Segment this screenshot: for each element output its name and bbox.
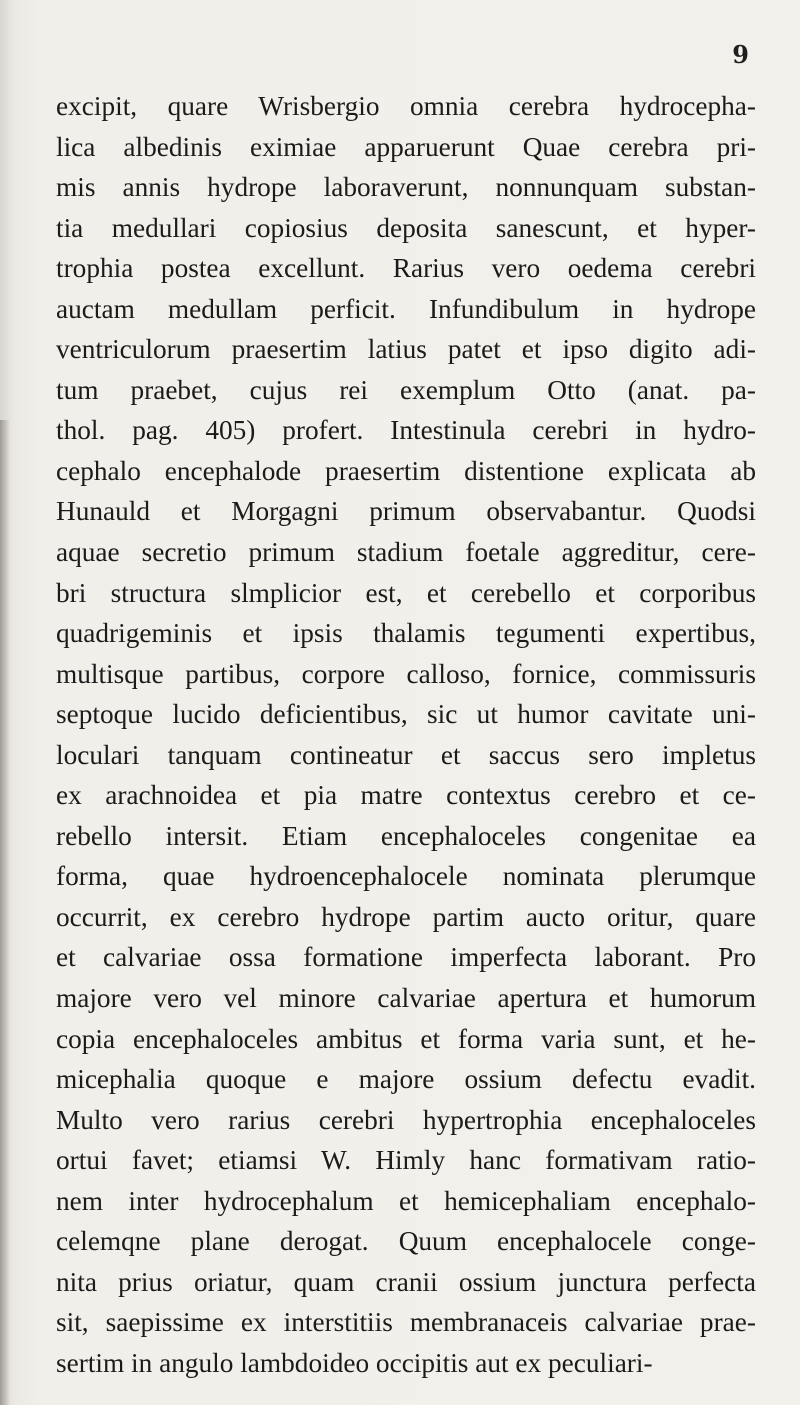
text-line: auctam medullam perficit. Infundibulum in hydrope — [56, 293, 756, 324]
text-line: bri structura slmplicior est, et cerebello et corporibus — [56, 577, 756, 608]
text-line: lica albedinis eximiae apparuerunt Quae cerebra pri- — [56, 131, 756, 162]
binding-shadow — [0, 420, 10, 1405]
text-line: micephalia quoque e majore ossium defectu evadit. — [56, 1064, 756, 1095]
text-line: multisque partibus, corpore calloso, fornice, commissuris — [56, 658, 756, 689]
text-line: mis annis hydrope laboraverunt, nonnunquam substan- — [56, 172, 756, 203]
body-text — [56, 86, 756, 1384]
text-line: majore vero vel minore calvariae apertura et humorum — [56, 983, 756, 1014]
text-line: nita prius oriatur, quam cranii ossium junctura perfecta — [56, 1266, 756, 1297]
text-line: quadrigeminis et ipsis thalamis tegumenti expertibus, — [56, 618, 756, 649]
text-line: sertim in angulo lambdoideo occipitis aut ex peculiari- — [56, 1347, 653, 1378]
page-number: 9 — [732, 40, 749, 69]
text-line: occurrit, ex cerebro hydrope partim aucto oritur, quare — [56, 901, 756, 932]
text-line: copia encephaloceles ambitus et forma varia sunt, et he- — [56, 1023, 756, 1054]
text-line: loculari tanquam contineatur et saccus sero impletus — [56, 739, 756, 770]
text-line: septoque lucido deficientibus, sic ut humor cavitate uni- — [56, 699, 756, 730]
text-line: trophia postea excellunt. Rarius vero oedema cerebri — [56, 253, 756, 284]
text-line: excipit, quare Wrisbergio omnia cerebra hydrocepha- — [56, 91, 756, 121]
text-line: ex arachnoidea et pia matre contextus cerebro et ce- — [56, 780, 756, 811]
text-line: Hunauld et Morgagni primum observabantur. Quodsi — [56, 496, 756, 527]
text-line: Multo vero rarius cerebri hypertrophia encephaloceles — [56, 1104, 756, 1135]
text-line: celemqne plane derogat. Quum encephalocele conge- — [56, 1226, 756, 1257]
text-line: nem inter hydrocephalum et hemicephaliam encephalo- — [56, 1185, 756, 1216]
text-line: tum praebet, cujus rei exemplum Otto (anat. pa- — [56, 374, 756, 405]
text-line: aquae secretio primum stadium foetale aggreditur, cere- — [56, 537, 756, 568]
text-line: ventriculorum praesertim latius patet et ipso digito adi- — [56, 334, 756, 365]
text-line: sit, saepissime ex interstitiis membranaceis calvariae prae- — [56, 1307, 756, 1338]
text-line: tia medullari copiosius deposita sanescunt, et hyper- — [56, 212, 756, 243]
text-line: rebello intersit. Etiam encephaloceles congenitae ea — [56, 820, 756, 851]
text-line: thol. pag. 405) profert. Intestinula cerebri in hydro- — [56, 415, 756, 446]
text-line: et calvariae ossa formatione imperfecta laborant. Pro — [56, 942, 756, 973]
text-line: cephalo encephalode praesertim distentione explicata ab — [56, 455, 756, 486]
text-line: ortui favet; etiamsi W. Himly hanc formativam ratio- — [56, 1145, 756, 1176]
text-line: forma, quae hydroencephalocele nominata plerumque — [56, 861, 756, 892]
